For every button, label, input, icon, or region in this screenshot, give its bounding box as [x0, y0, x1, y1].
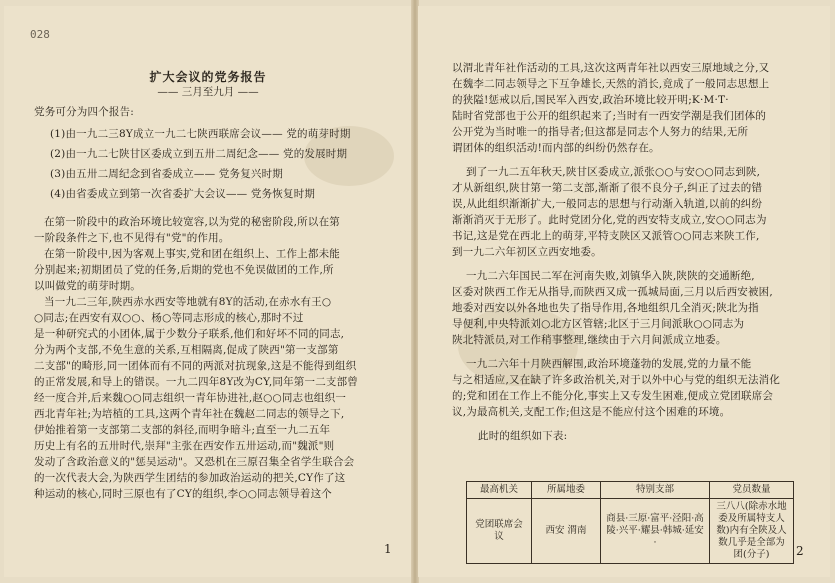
body-line: 以渭北青年社作活动的工具,这次这两青年社以西安三原地域之分,又	[452, 62, 770, 74]
body-line: 的狭隘!惩戒以后,国民军入西安,政治环境比较开明;K·M·T·	[452, 94, 729, 106]
body-line: 到了一九二五年秋天,陕甘区委成立,派张○○与安○○同志到陕,	[466, 166, 761, 178]
page-number: 1	[384, 542, 392, 556]
body-line: 分为两个支部,不免生意的关系,互相隔离,促成了陕西"第一支部第	[34, 344, 339, 356]
body-line: 发动了含政治意义的"惩吴运动"。又恐机在三原召集全省学生联合会	[34, 456, 355, 468]
body-line: 种运动的核心,同时三原也有了CY的组织,李○○同志领导着这个	[34, 488, 332, 500]
body-line: 此时的组织如下表:	[478, 430, 568, 442]
body-line: 是一种研究式的小团体,属于少数分子联系,他们和好坏不同的同志,	[34, 328, 345, 340]
period-line: (1)由一九二三8Y成立一九二七陕西联席会议—— 党的萌芽时期	[50, 128, 351, 140]
body-line: 在第一阶段中的政治环境比较宽容,以为党的秘密阶段,所以在第	[44, 216, 340, 228]
body-line: 在第一阶段中,因为客观上事实,党和团在组织上、工作上都未能	[44, 248, 340, 260]
body-line: 的一次代表大会,为陕西学生团结的参加政治运动的把关,CY作了这	[34, 472, 346, 484]
body-line: 渐渐消灭于无形了。此时党团分化,党的西安特支成立,安○○同志为	[452, 214, 767, 226]
body-line: 公开党为当时唯一的指导者;但这都是同志个人努力的结果,无所	[452, 126, 749, 138]
period-line: (2)由一九二七陕甘区委成立到五卅二周纪念—— 党的发展时期	[50, 148, 348, 160]
report-title: 扩大会议的党务报告	[149, 70, 267, 84]
body-line: 误,从此组织渐渐扩大,一般同志的思想与行动渐入轨道,以前的纠纷	[452, 198, 763, 210]
body-line: 才从新组织,陕甘第一第二支部,渐渐了很不良分子,纠正了过去的错	[452, 182, 763, 194]
body-line: 一九二六年十月陕西解围,政治环境蓬勃的发展,党的力量不能	[466, 358, 752, 370]
body-line: 伊始推着第一支部第二支部的斜径,而明争暗斗;直至一九二五年	[34, 424, 331, 436]
body-line: 在魏李二同志领导之下互争雄长,天然的消长,竟成了一般同志思想上	[452, 78, 770, 90]
body-line: 地委对西安以外各地也失了指导作用,各地组织几全消灭;陕北为指	[452, 302, 759, 314]
header-cell: 党员数量	[710, 482, 794, 499]
body-line: 分别起来;初期团员了党的任务,后期的党也不免误做团的工作,所	[34, 264, 334, 276]
body-line: 与之相适应,又在缺了许多政治机关,对于以外中心与党的组织无法消化	[452, 374, 781, 386]
body-line: 西北青年社;为培植的工具,这两个青年社在魏赵二同志的领导之下,	[34, 408, 345, 420]
body-line: ○同志;在西安有双○○、杨○等同志形成的核心,那时不过	[34, 312, 304, 324]
body-line: 历史上有名的五卅时代,崇拜"主张在西安作五卅运动,而"魏派"则	[34, 440, 335, 452]
body-line: 书记,这是党在西北上的萌芽,平特支陕区又派管○○同志来陕工作,	[452, 230, 760, 242]
committees-cell: 西安 渭南	[532, 499, 601, 564]
left-page	[4, 6, 412, 577]
header-cell: 所属地委	[532, 482, 601, 499]
body-line: 导便利,中央特派刘○北方区管辖;北区于三月间派耿○○同志为	[452, 318, 745, 330]
members-cell: 三八八(除赤水地委及所属特支人数)内有全陕及人数几乎是全部为团(分子)	[710, 499, 794, 564]
organization-table	[466, 481, 794, 564]
table-row	[467, 499, 794, 564]
body-line: 以叫做党的萌芽时期。	[34, 280, 141, 292]
page-code: 028	[30, 28, 50, 41]
body-line: 陆时省党部也于公开的组织起来了;当时有一西安学潮是我们团体的	[452, 110, 767, 122]
branches-cell: 商县·三原·富平·泾阳·高陵·兴平·耀县·韩城·延安·	[601, 499, 710, 564]
body-line: 议,为最高机关,支配工作;但这是不能应付这个困难的环境。	[452, 406, 731, 418]
intro-line: 党务可分为四个报告:	[34, 106, 135, 118]
header-cell: 最高机关	[467, 482, 532, 499]
body-line: 陕北特派员,对工作稍事整理,继续由于六月间派成立地委。	[452, 334, 727, 346]
body-line: 谓团体的组织活动!而内部的纠纷仍然存在。	[452, 142, 660, 154]
header-cell: 特别支部	[601, 482, 710, 499]
body-line: 经一度合并,后来魏○○同志组织一青年协进社,赵○○同志也组织一	[34, 392, 347, 404]
right-page	[418, 6, 830, 577]
period-line: (4)由省委成立到第一次省委扩大会议—— 党务恢复时期	[50, 188, 316, 200]
period-line: (3)由五卅二周纪念到省委成立—— 党务复兴时期	[50, 168, 284, 180]
org-cell: 党团联席会议	[467, 499, 532, 564]
body-line: 二支部"的畸形,同一团体而有不同的两派对抗现象,这是不能得到组织	[34, 360, 357, 372]
body-line: 的;党和团在工作上不能分化,事实上又专发生困难,便成立党团联席会	[452, 390, 774, 402]
body-line: 当一九二三年,陕西赤水西安等地就有8Y的活动,在赤水有王○	[44, 296, 332, 308]
page-number: 2	[796, 544, 804, 558]
table-header-row	[467, 482, 794, 499]
body-line: 一九二六年国民二军在河南失败,刘镇华入陕,陕陕的交通断绝,	[466, 270, 755, 282]
body-line: 的正常发展,和导上的错误。一九二四年8Y改为CY,同年第一二支部曾	[34, 376, 358, 388]
report-subtitle: —— 三月至九月 ——	[157, 86, 259, 98]
body-line: 区委对陕西工作无从指导,而陕西又成一孤城局面,三月以后西安被困,	[452, 286, 773, 298]
body-line: 一阶段条件之下,也不见得有"党"的作用。	[34, 232, 230, 244]
body-line: 到一九二六年初区立西安地委。	[452, 246, 602, 258]
